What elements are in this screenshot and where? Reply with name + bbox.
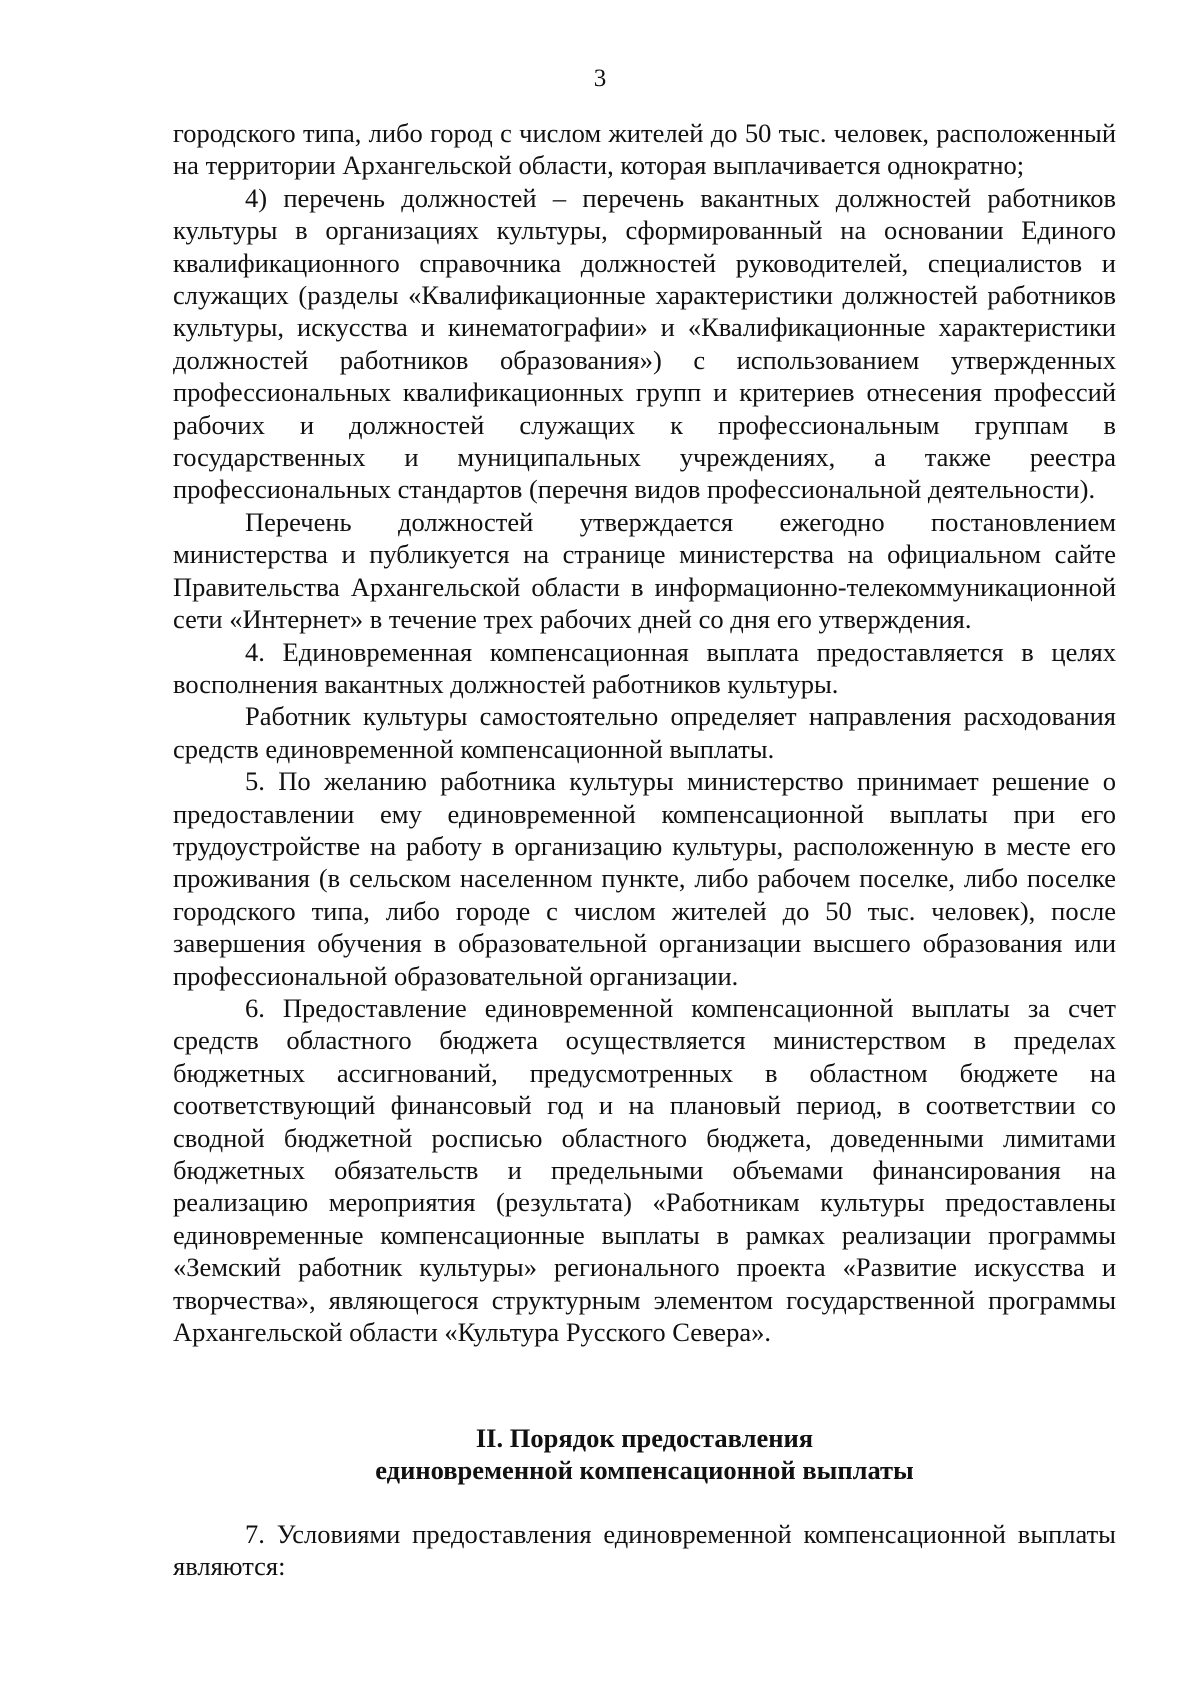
section-heading [173,1422,1116,1487]
section-heading-line-2: единовременной компенсационной выплаты [375,1455,914,1486]
paragraph-item-4-list-of-positions: 4) перечень должностей – перечень вакантных должностей работников культуры в организациях культуры, сформированный на основании Единого квалификационного справочника должностей руководителей, специалистов и служащих (разделы «Квалификационные характеристики должностей работников культуры, искусства и кинематографии» и «Квалификационные характеристики должностей работников образования») с использованием утвержденных профессиональных квалификационных групп и критериев отнесения профессий рабочих и должностей служащих к профессиональным группам в государственных и муниципальных учреждениях, а также реестра профессиональных стандартов (перечня видов профессиональной деятельности). [173,182,1116,505]
document-body [173,117,1116,1348]
paragraph-list-approval: Перечень должностей утверждается ежегодно постановлением министерства и публикуется на странице министерства на официальном сайте Правительства Архангельской области в информационно-телекоммуникационной сети «Интернет» в течение трех рабочих дней со дня его утверждения. [173,506,1116,635]
section-body [173,1518,1116,1583]
paragraph-clause-4: 4. Единовременная компенсационная выплата предоставляется в целях восполнения вакантных должностей работников культуры. [173,636,1116,699]
paragraph-clause-6: 6. Предоставление единовременной компенсационной выплаты за счет средств областного бюджета осуществляется министерством в пределах бюджетных ассигнований, предусмотренных в областном бюджете на соответствующий финансовый год и на плановый период, в соответствии со сводной бюджетной росписью областного бюджета, доведенными лимитами бюджетных обязательств и предельными объемами финансирования на реализацию мероприятия (результата) «Работникам культуры предоставлены единовременные компенсационные выплаты в рамках реализации программы «Земский работник культуры» регионального проекта «Развитие искусства и творчества», являющегося структурным элементом государственной программы Архангельской области «Культура Русского Севера». [173,992,1116,1348]
paragraph-continuation: городского типа, либо город с числом жителей до 50 тыс. человек, расположенный на территории Архангельской области, которая выплачивается однократно; [173,118,1116,181]
paragraph-spending-directions: Работник культуры самостоятельно определяет направления расходования средств единовременной компенсационной выплаты. [173,701,1116,764]
paragraph-clause-5: 5. По желанию работника культуры министерство принимает решение о предоставлении ему единовременной компенсационной выплаты при его трудоустройстве на работу в организацию культуры, расположенную в месте его проживания (в сельском населенном пункте, либо рабочем поселке, либо поселке городского типа, либо городе с числом жителей до 50 тыс. человек), после завершения обучения в образовательной организации высшего образования или профессиональной образовательной организации. [173,766,1116,991]
page-number: 3 [593,65,607,92]
paragraph-clause-7: 7. Условиями предоставления единовременной компенсационной выплаты являются: [173,1519,1116,1582]
section-heading-line-1: II. Порядок предоставления [475,1423,814,1453]
